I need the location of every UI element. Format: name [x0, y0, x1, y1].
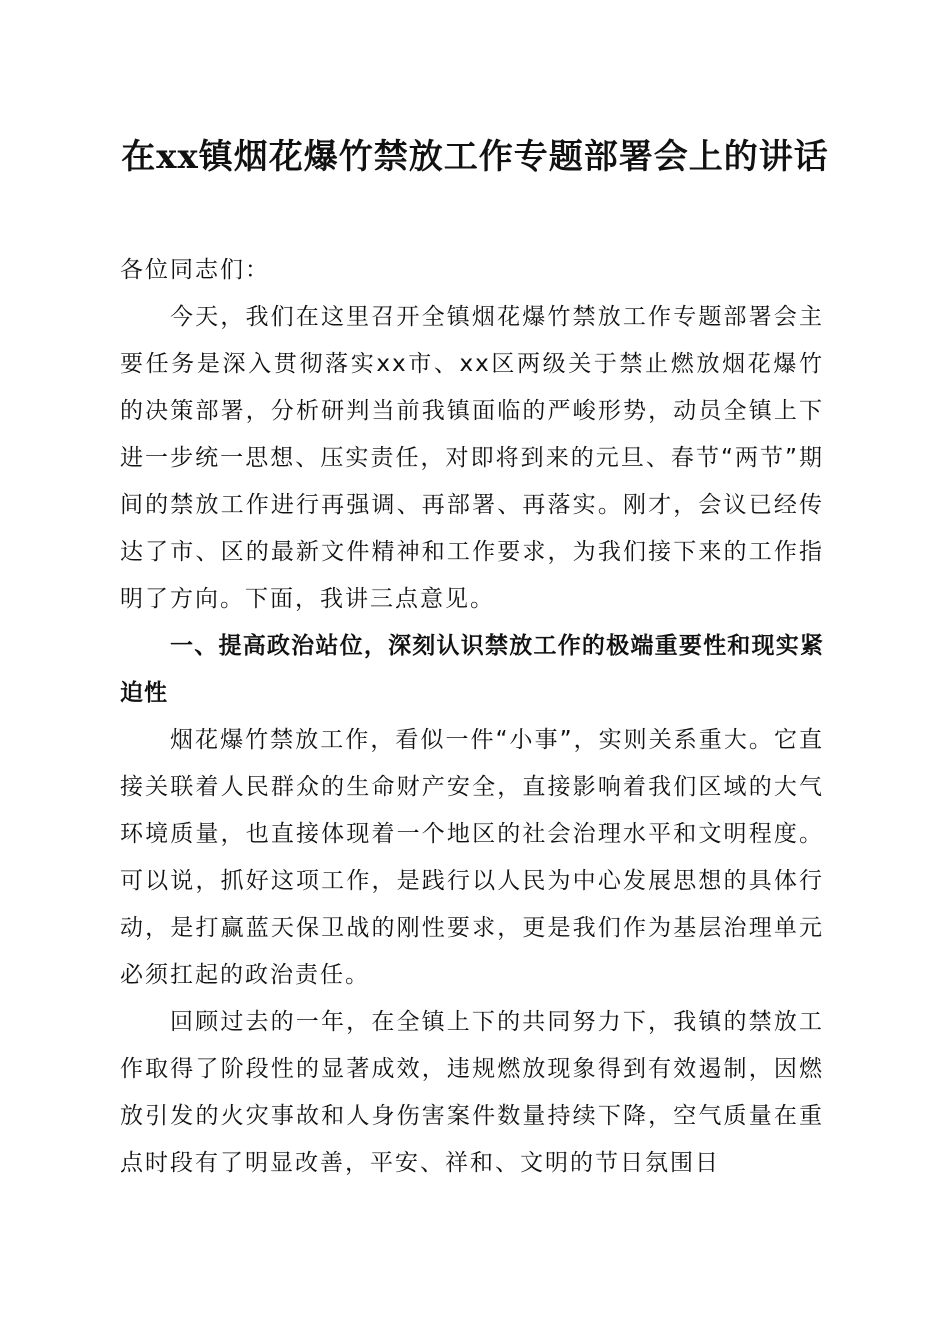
- intro-paragraph: 今天，我们在这里召开全镇烟花爆竹禁放工作专题部署会主要任务是深入贯彻落实xx市、xx区两级关于禁止燃放烟花爆竹的决策部署，分析研判当前我镇面临的严峻形势，动员全镇上下进一步统一思想、压实责任，对即将到来的元旦、春节“两节”期间的禁放工作进行再强调、再部署、再落实。刚才，会议已经传达了市、区的最新文件精神和工作要求，为我们接下来的工作指明了方向。下面，我讲三点意见。: [120, 304, 824, 612]
- section1-paragraph: 烟花爆竹禁放工作，看似一件“小事”，实则关系重大。它直接关联着人民群众的生命财产安全，直接影响着我们区域的大气环境质量，也直接体现着一个地区的社会治理水平和文明程度。可以说，抓好这项工作，是践行以人民为中心发展思想的具体行动，是打赢蓝天保卫战的刚性要求，更是我们作为基层治理单元必须扛起的政治责任。: [120, 727, 824, 988]
- document-title: 在xx镇烟花爆竹禁放工作专题部署会上的讲话: [121, 137, 829, 177]
- salutation: 各位同志们：: [120, 257, 270, 283]
- document-body: [120, 247, 824, 1187]
- section-heading-1: 一、提高政治站位，深刻认识禁放工作的极端重要性和现实紧迫性: [120, 633, 824, 706]
- section1-paragraph: 回顾过去的一年，在全镇上下的共同努力下，我镇的禁放工作取得了阶段性的显著成效，违规燃放现象得到有效遏制，因燃放引发的火灾事故和人身伤害案件数量持续下降，空气质量在重点时段有了明显改善，平安、祥和、文明的节日氛围日: [120, 1009, 824, 1176]
